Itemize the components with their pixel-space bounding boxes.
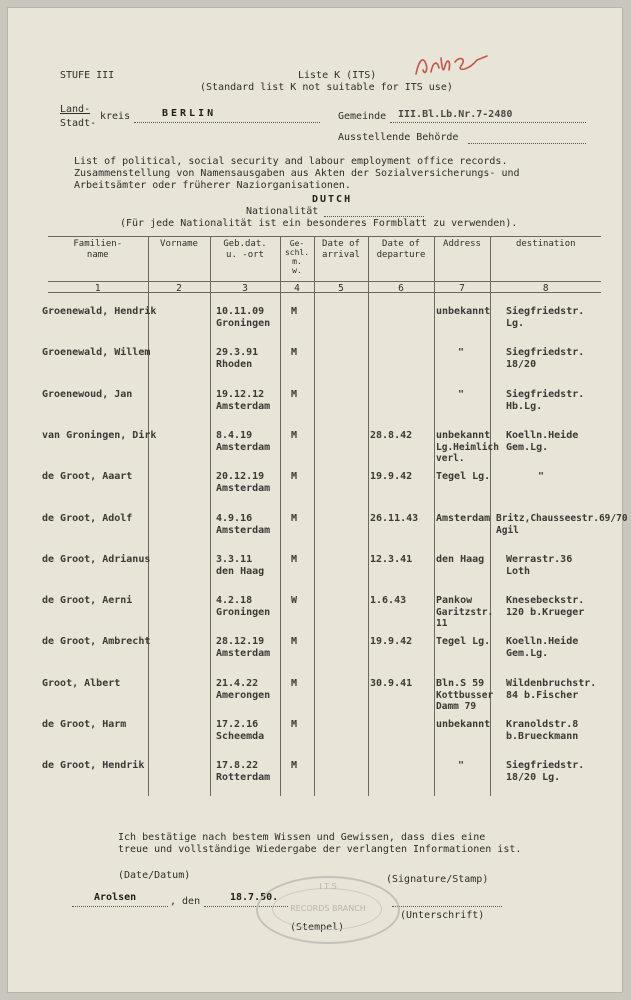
gemeinde-value: III.Bl.Lb.Nr.7-2480 [398,109,513,120]
column-number: 8 [490,282,601,295]
cell-birth-date: 4.9.16 [216,512,253,524]
table-row [8,306,622,350]
cell-address-line-2: Garitzstr. 11 [436,607,494,630]
column-number: 7 [434,282,490,295]
cell-birth-place: Groningen [216,607,271,619]
header-destination: destination [490,237,601,282]
cell-birth-place: Amsterdam [216,483,271,495]
certification-line-1: Ich bestätige nach bestem Wissen und Gewissen, dass dies eine [118,832,486,843]
header-address: Address [434,237,490,282]
den-label: , den [170,896,201,907]
cell-departure: 19.9.42 [370,471,413,483]
kreis-dotted-line [134,122,320,123]
cell-name: de Groot, Adolf [42,512,133,524]
cell-departure: 12.3.41 [370,553,413,565]
column-number: 4 [280,282,314,295]
cell-sex: M [291,471,298,483]
cell-destination-line-2: 18/20 Lg. [506,772,561,784]
cell-destination: Werrastr.36 [506,553,573,565]
cell-name: Groenewoud, Jan [42,388,133,400]
cell-destination: Siegfriedstr. [506,760,585,772]
cell-destination: Britz,Chausseestr.69/70 Agil [496,512,628,536]
stamp-text: RECORDS BRANCH [290,904,366,913]
cell-birth-date: 8.4.19 [216,429,253,441]
cell-name: Groenewald, Willem [42,347,151,359]
header-vorname: Vorname [148,237,210,282]
cell-departure: 19.9.42 [370,636,413,648]
cell-name: Groot, Albert [42,677,121,689]
cell-destination-line-2: Loth [506,565,531,577]
cell-birth-place: den Haag [216,565,265,577]
document-page [8,8,628,992]
table-row [8,554,622,598]
cell-sex: M [291,719,298,730]
cell-address: den Haag [436,553,485,565]
cell-birth-date: 28.12.19 [216,636,265,648]
table-row [8,471,622,515]
cell-address: Bln.S 59 [436,677,485,689]
cell-destination: Wildenbruchstr. [506,677,597,689]
date-value: 18.7.50. [230,892,279,903]
cell-departure: 30.9.41 [370,677,413,689]
table-row [8,512,628,557]
column-number-bottom-rule [48,292,601,293]
ausstellende-label: Ausstellende Behörde [338,132,459,143]
table-row [8,719,622,763]
stadt-label: Stadt- [60,118,97,129]
cell-birth-date: 20.12.19 [216,471,265,483]
description-de-1: Zusammenstellung von Namensausgaben aus Akten der Sozialversicherungs- und [74,168,520,179]
cell-name: de Groot, Aerni [42,595,133,607]
cell-destination: Knesebeckstr. [506,595,585,607]
cell-destination-line-2: Gem.Lg. [506,648,549,660]
cell-birth-place: Amsterdam [216,441,271,453]
cell-birth-place: Amsterdam [216,648,271,660]
cell-destination-line-2: Hb.Lg. [506,400,543,412]
cell-departure: 26.11.43 [370,512,419,524]
signature-dotted-line [392,906,502,907]
cell-destination: Siegfriedstr. [506,347,585,359]
cell-birth-date: 29.3.91 [216,347,259,359]
cell-address: Tegel Lg. [436,636,491,648]
cell-birth-date: 10.11.09 [216,306,265,317]
date-label: (Date/Datum) [118,870,191,881]
cell-sex: M [291,306,298,317]
ausstellende-dotted-line [468,143,586,144]
cell-birth-place: Amsterdam [216,400,271,412]
description-en: List of political, social security and labour employment office records. [74,156,508,167]
gemeinde-dotted-line [390,122,586,123]
cell-birth-place: Rotterdam [216,772,271,784]
cell-address-line-2: Kottbusser Damm 79 [436,689,494,712]
cell-destination-line-2: 84 b.Fischer [506,689,579,701]
cell-address: " [458,347,465,359]
cell-name: de Groot, Ambrecht [42,636,151,648]
cell-name: van Groningen, Dirk [42,429,157,441]
list-title: Liste K (ITS) [298,70,377,81]
cell-destination: Siegfriedstr. [506,388,585,400]
description-de-2: Arbeitsämter oder früherer Naziorganisationen. [74,180,351,191]
cell-birth-date: 4.2.18 [216,595,253,607]
cell-address-line-2: Lg.Heimlich verl. [436,441,499,464]
cell-sex: M [291,429,298,441]
cell-birth-place: Rhoden [216,359,253,371]
cell-birth-place: Scheemda [216,731,265,742]
cell-name: de Groot, Aaart [42,471,133,483]
cell-destination-line-2: Gem.Lg. [506,441,549,453]
cell-sex: M [291,636,298,648]
nationality-dotted-line [324,216,424,217]
cell-address: Tegel Lg. [436,471,491,483]
cell-sex: W [291,595,298,607]
handwritten-annotation-mark [411,50,491,80]
cell-destination: Koelln.Heide [506,429,579,441]
signature-label: (Signature/Stamp) [386,874,489,885]
table-row [8,678,622,722]
cell-birth-place: Amsterdam [216,524,271,536]
cell-sex: M [291,347,298,359]
table-row [8,430,622,474]
column-number: 2 [148,282,210,295]
table-row [8,760,622,804]
place-dotted-line [72,906,168,907]
cell-sex: M [291,388,298,400]
stufe-label: STUFE III [60,70,115,81]
cell-destination-line-2: Lg. [506,318,525,329]
cell-name: de Groot, Harm [42,719,127,730]
cell-address: Pankow [436,595,473,607]
table-row [8,389,622,433]
land-label: Land- [60,104,91,115]
records-branch-stamp [256,876,400,944]
stempel-label: (Stempel) [290,922,345,933]
nationality-label: Nationalität [246,206,319,217]
column-number: 1 [48,282,148,295]
unterschrift-label: (Unterschrift) [400,910,485,921]
cell-address: unbekannt [436,306,491,317]
cell-name: de Groot, Adrianus [42,553,151,565]
cell-departure: 1.6.43 [370,595,407,607]
cell-departure: 28.8.42 [370,429,413,441]
cell-destination-line-2: b.Brueckmann [506,731,579,742]
header-date-of-departure: Date of departure [368,237,434,282]
cell-sex: M [291,512,298,524]
nationality-note: (Für jede Nationalität ist ein besonderes Formblatt zu verwenden). [120,218,518,229]
cell-destination-line-2: 120 b.Krueger [506,607,585,619]
column-number: 3 [210,282,280,295]
cell-sex: M [291,553,298,565]
place-value: Arolsen [94,892,137,903]
table-row [8,636,622,680]
cell-destination: Koelln.Heide [506,636,579,648]
header-date-of-arrival: Date of arrival [314,237,368,282]
header-geschlecht: Ge- schl. m. w. [280,237,314,282]
cell-address: unbekannt [436,429,491,441]
records-table-header [48,236,601,294]
table-row [8,347,622,391]
kreis-label: kreis [100,111,131,122]
cell-birth-place: Amerongen [216,689,271,701]
cell-birth-date: 17.8.22 [216,760,259,772]
cell-birth-date: 21.4.22 [216,677,259,689]
column-number: 6 [368,282,434,295]
list-subtitle: (Standard list K not suitable for ITS use) [200,82,453,93]
column-number: 5 [314,282,368,295]
cell-birth-date: 3.3.11 [216,553,253,565]
cell-name: Groenewald, Hendrik [42,306,157,317]
header-geburtsdatum: Geb.dat. u. -ort [210,237,280,282]
cell-destination: Kranoldstr.8 [506,719,579,730]
cell-address: unbekannt [436,719,491,730]
cell-address: " [458,760,465,772]
cell-address: Amsterdam [436,512,491,524]
cell-address: " [458,388,465,400]
stamp-text: I T S [319,882,337,891]
certification-line-2: treue und vollständige Wiedergabe der verlangten Informationen ist. [118,844,522,855]
cell-sex: M [291,677,298,689]
cell-sex: M [291,760,298,772]
header-familienname: Familien- name [73,239,123,260]
cell-destination-line-2: 18/20 [506,359,537,371]
kreis-value: BERLIN [162,108,217,119]
cell-destination: Siegfriedstr. [506,306,585,317]
cell-destination: " [538,471,545,483]
cell-birth-date: 19.12.12 [216,388,265,400]
cell-birth-date: 17.2.16 [216,719,259,730]
cell-birth-place: Groningen [216,318,271,329]
cell-name: de Groot, Hendrik [42,760,145,772]
table-row [8,595,622,639]
gemeinde-label: Gemeinde [338,111,387,122]
nationality-value: DUTCH [312,194,353,205]
